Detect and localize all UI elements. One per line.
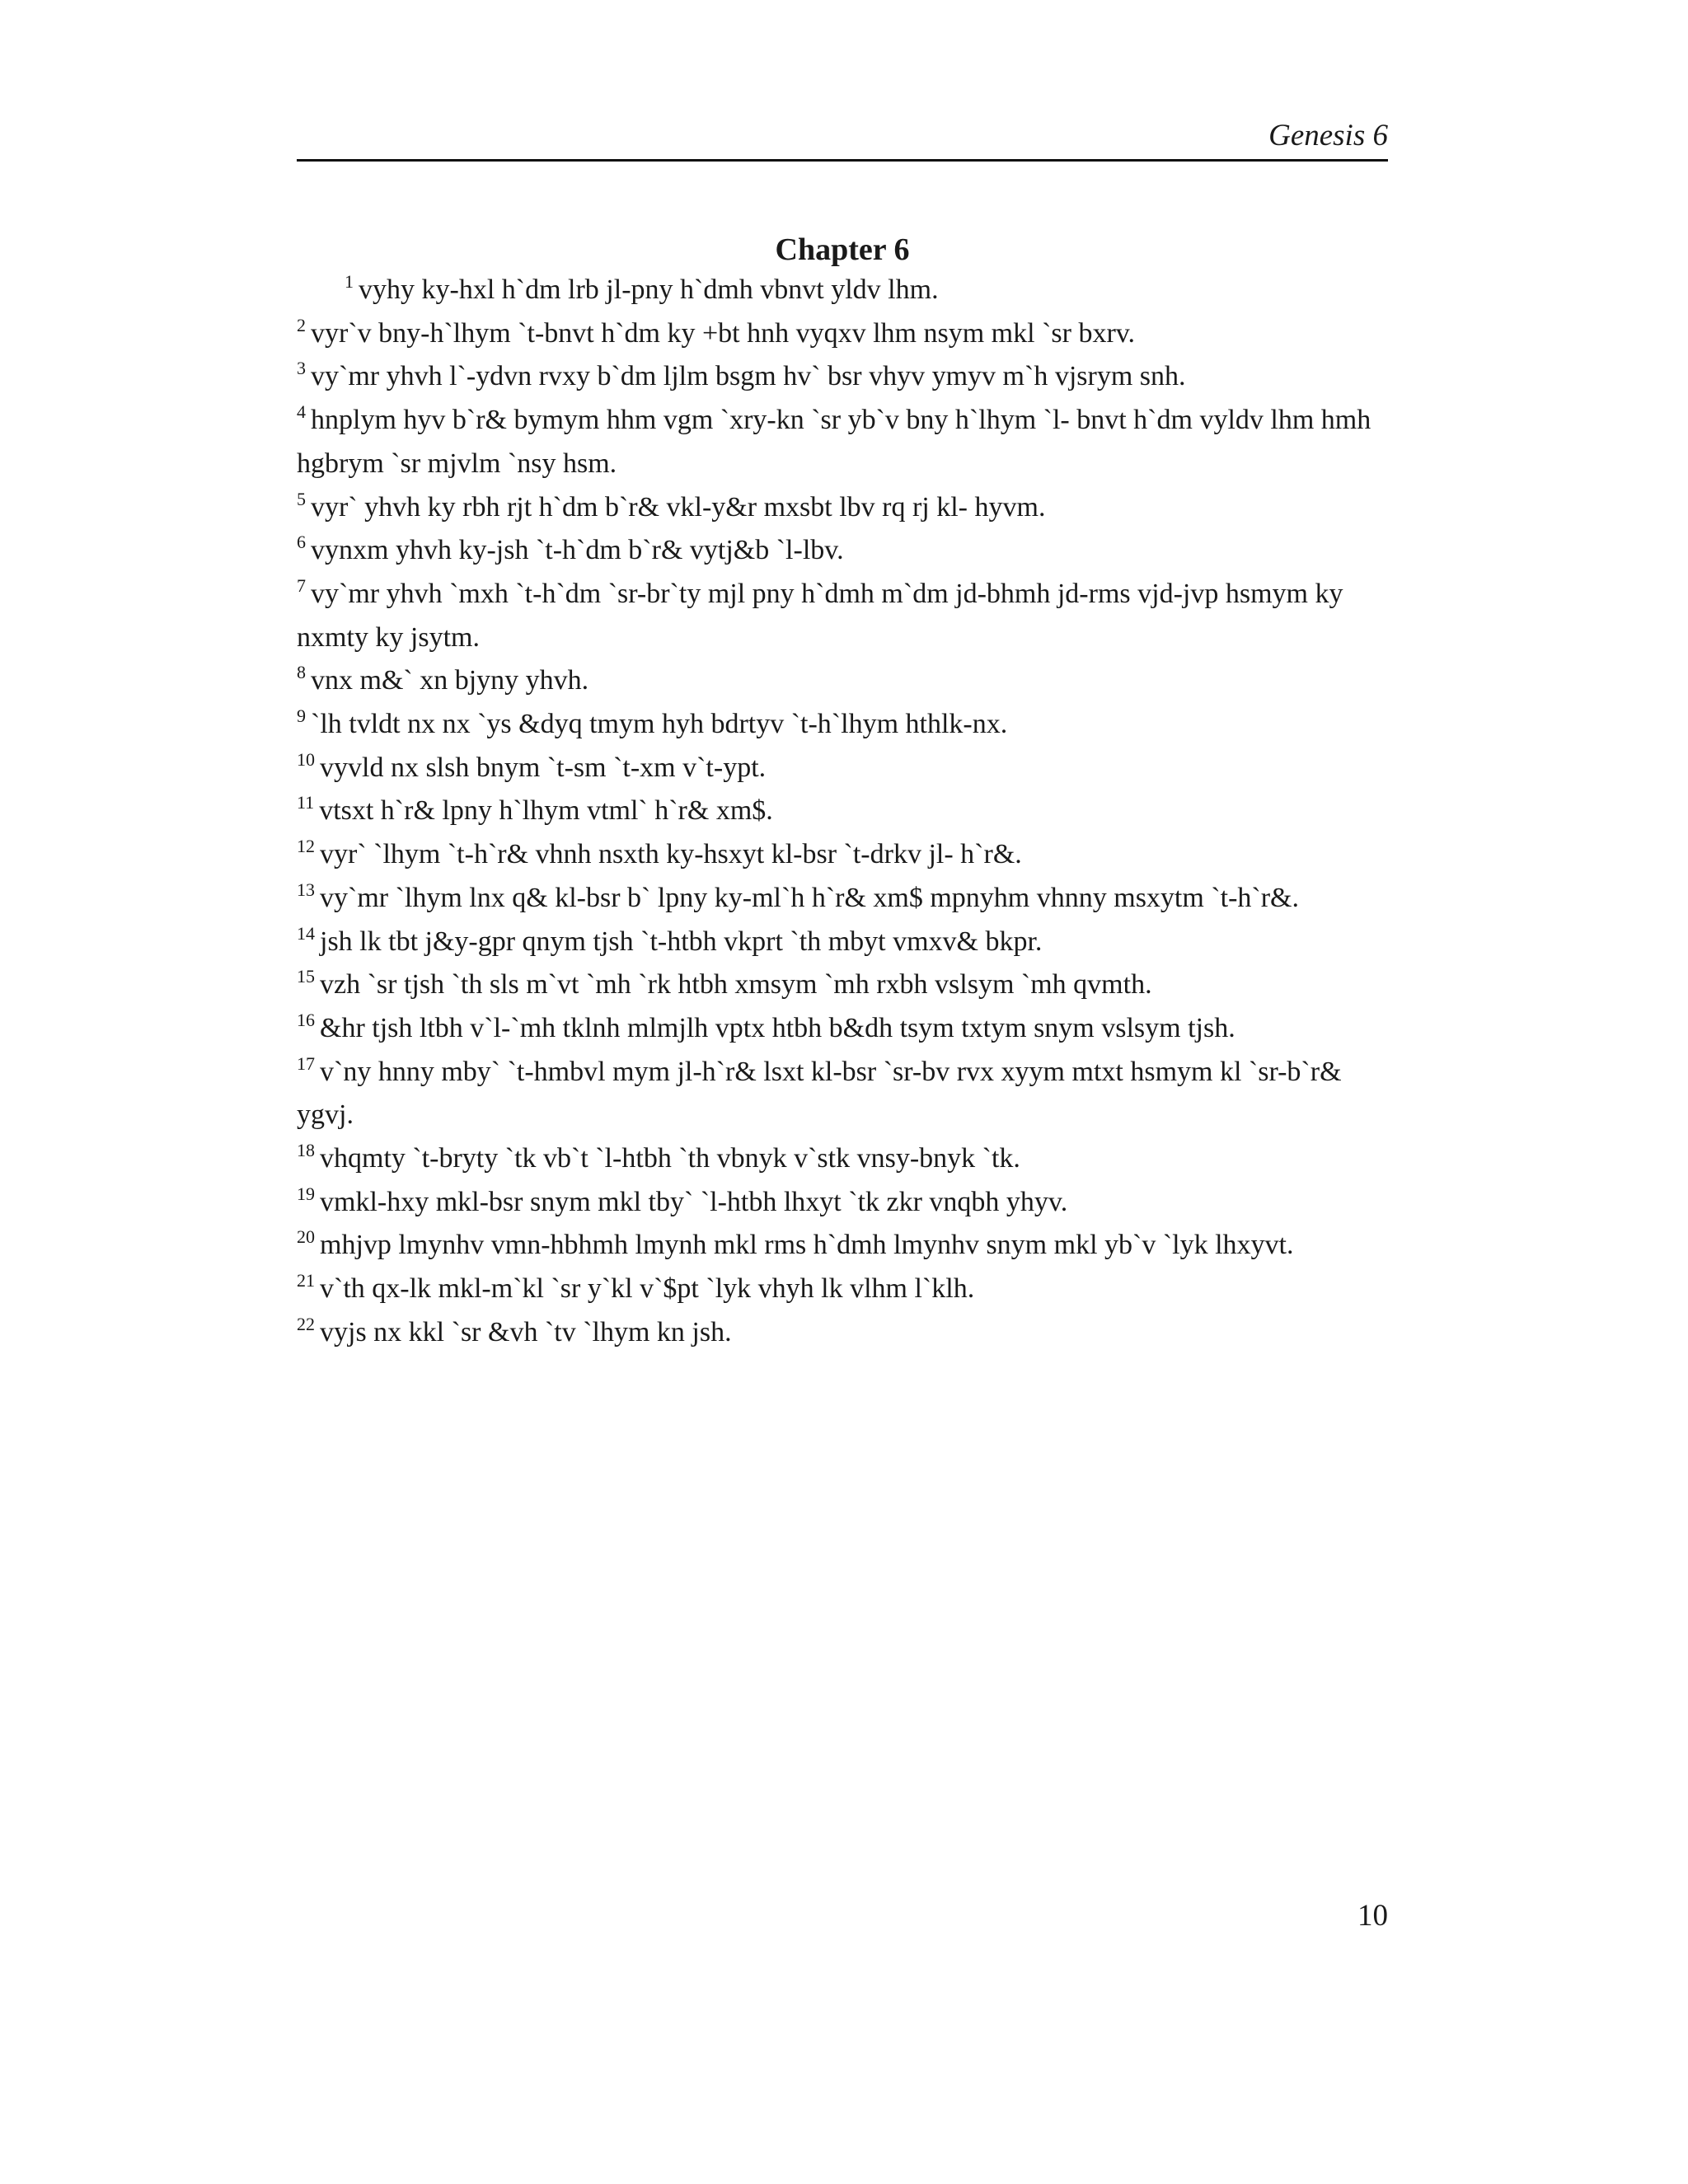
- header-rule: [297, 159, 1388, 162]
- verse: [297, 486, 1388, 530]
- verse-text: jsh lk tbt j&y-gpr qnym tjsh `t-htbh vkprt `th mbyt vmxv& bkpr.: [320, 926, 1043, 957]
- verse-text: vyr`v bny-h`lhym `t-bnvt h`dm ky +bt hnh vyqxv lhm nsym mkl `sr bxrv.: [311, 317, 1136, 349]
- verse-number: 5: [297, 488, 306, 509]
- running-header: Genesis 6: [1268, 119, 1388, 152]
- verse-text: vyr` yhvh ky rbh rjt h`dm b`r& vkl-y&r mxsbt lbv rq rj kl- hyvm.: [311, 491, 1046, 523]
- verse-text: v`th qx-lk mkl-m`kl `sr y`kl v`$pt `lyk vhyh lk vlhm l`klh.: [320, 1273, 975, 1305]
- verse: [297, 573, 1388, 659]
- verse-number: 8: [297, 662, 306, 683]
- verse: [297, 1268, 1388, 1311]
- verse: [297, 963, 1388, 1007]
- verse: [297, 1137, 1388, 1181]
- verse-number: 14: [297, 922, 315, 944]
- verse-text: vynxm yhvh ky-jsh `t-h`dm b`r& vytj&b `l-lbv.: [311, 535, 844, 566]
- verse: [297, 703, 1388, 747]
- verse-text: vtsxt h`r& lpny h`lhym vtml` h`r& xm$.: [319, 795, 773, 827]
- verse-number: 4: [297, 401, 306, 423]
- verse: [297, 529, 1388, 573]
- verse: [297, 355, 1388, 399]
- verse: [297, 921, 1388, 964]
- verse-number: 17: [297, 1052, 315, 1074]
- verse-number: 21: [297, 1270, 315, 1291]
- verse-number: 18: [297, 1140, 315, 1161]
- page-number: 10: [1357, 1899, 1388, 1933]
- verse: [297, 1181, 1388, 1225]
- verse-text: v`ny hnny mby` `t-hmbvl mym jl-h`r& lsxt kl-bsr `sr-bv rvx xyym mtxt hsmym kl `sr-b`r& ygvj.: [297, 1056, 1342, 1131]
- verse: [297, 877, 1388, 921]
- verse-number: 3: [297, 358, 306, 379]
- verse: [297, 747, 1388, 790]
- verse: [297, 1051, 1388, 1137]
- verse-number: 6: [297, 532, 306, 553]
- verse: [297, 312, 1388, 356]
- verse-text: vyjs nx kkl `sr &vh `tv `lhym kn jsh.: [320, 1316, 732, 1347]
- verse-text: vzh `sr tjsh `th sls m`vt `mh `rk htbh xmsym `mh rxbh vslsym `mh qvmth.: [320, 969, 1152, 1001]
- verse-number: 20: [297, 1226, 315, 1248]
- verse-number: 9: [297, 705, 306, 727]
- verse-number: 11: [297, 792, 315, 813]
- verse-text: vy`mr yhvh `mxh `t-h`dm `sr-br`ty mjl pny h`dmh m`dm jd-bhmh jd-rms vjd-jvp hsmym ky nxmty ky jsytm.: [297, 578, 1343, 653]
- verse-text: `lh tvldt nx nx `ys &dyq tmym hyh bdrtyv `t-h`lhym hthlk-nx.: [311, 709, 1008, 740]
- verse-number: 1: [345, 271, 354, 292]
- verse-number: 12: [297, 836, 315, 857]
- verse-number: 15: [297, 966, 315, 987]
- verse-number: 13: [297, 879, 315, 900]
- verse: [297, 659, 1388, 703]
- verse-number: 19: [297, 1183, 315, 1204]
- verse-number: 7: [297, 574, 306, 596]
- verse-text: vy`mr yhvh l`-ydvn rvxy b`dm ljlm bsgm hv` bsr vhyv ymyv m`h vjsrym snh.: [311, 361, 1186, 392]
- verse-number: 2: [297, 314, 306, 335]
- verse-number: 10: [297, 748, 315, 770]
- verse-text: &hr tjsh ltbh v`l-`mh tklnh mlmjlh vptx htbh b&dh tsym txtym snym vslsym tjsh.: [320, 1012, 1236, 1043]
- verse: [297, 269, 1388, 312]
- verse-text: vhqmty `t-bryty `tk vb`t `l-htbh `th vbnyk v`stk vnsy-bnyk `tk.: [320, 1143, 1020, 1174]
- verse-number: 22: [297, 1313, 315, 1334]
- chapter-title: Chapter 6: [775, 232, 910, 267]
- verse-text: hnplym hyv b`r& bymym hhm vgm `xry-kn `sr yb`v bny h`lhym `l- bnvt h`dm vyldv lhm hmh hgbrym `sr mjvlm `nsy hsm.: [297, 405, 1372, 479]
- verse-text: vyvld nx slsh bnym `t-sm `t-xm v`t-ypt.: [320, 752, 767, 783]
- chapter-text: [297, 269, 1388, 1355]
- verse: [297, 790, 1388, 833]
- verse: [297, 399, 1388, 485]
- verse-text: vy`mr `lhym lnx q& kl-bsr b` lpny ky-ml`h h`r& xm$ mpnyhm vhnny msxytm `t-h`r&.: [320, 882, 1300, 913]
- verse: [297, 1007, 1388, 1051]
- verse-text: vyr` `lhym `t-h`r& vhnh nsxth ky-hsxyt kl-bsr `t-drkv jl- h`r&.: [320, 839, 1022, 870]
- verse: [297, 1224, 1388, 1268]
- verse-text: vmkl-hxy mkl-bsr snym mkl tby` `l-htbh lhxyt `tk zkr vnqbh yhyv.: [320, 1186, 1068, 1217]
- verse: [297, 833, 1388, 877]
- verse-text: vyhy ky-hxl h`dm lrb jl-pny h`dmh vbnvt yldv lhm.: [359, 274, 939, 305]
- verse-text: vnx m&` xn bjyny yhvh.: [311, 665, 589, 696]
- verse: [297, 1311, 1388, 1355]
- verse-text: mhjvp lmynhv vmn-hbhmh lmynh mkl rms h`dmh lmynhv snym mkl yb`v `lyk lhxyvt.: [320, 1230, 1294, 1261]
- verse-number: 16: [297, 1009, 315, 1030]
